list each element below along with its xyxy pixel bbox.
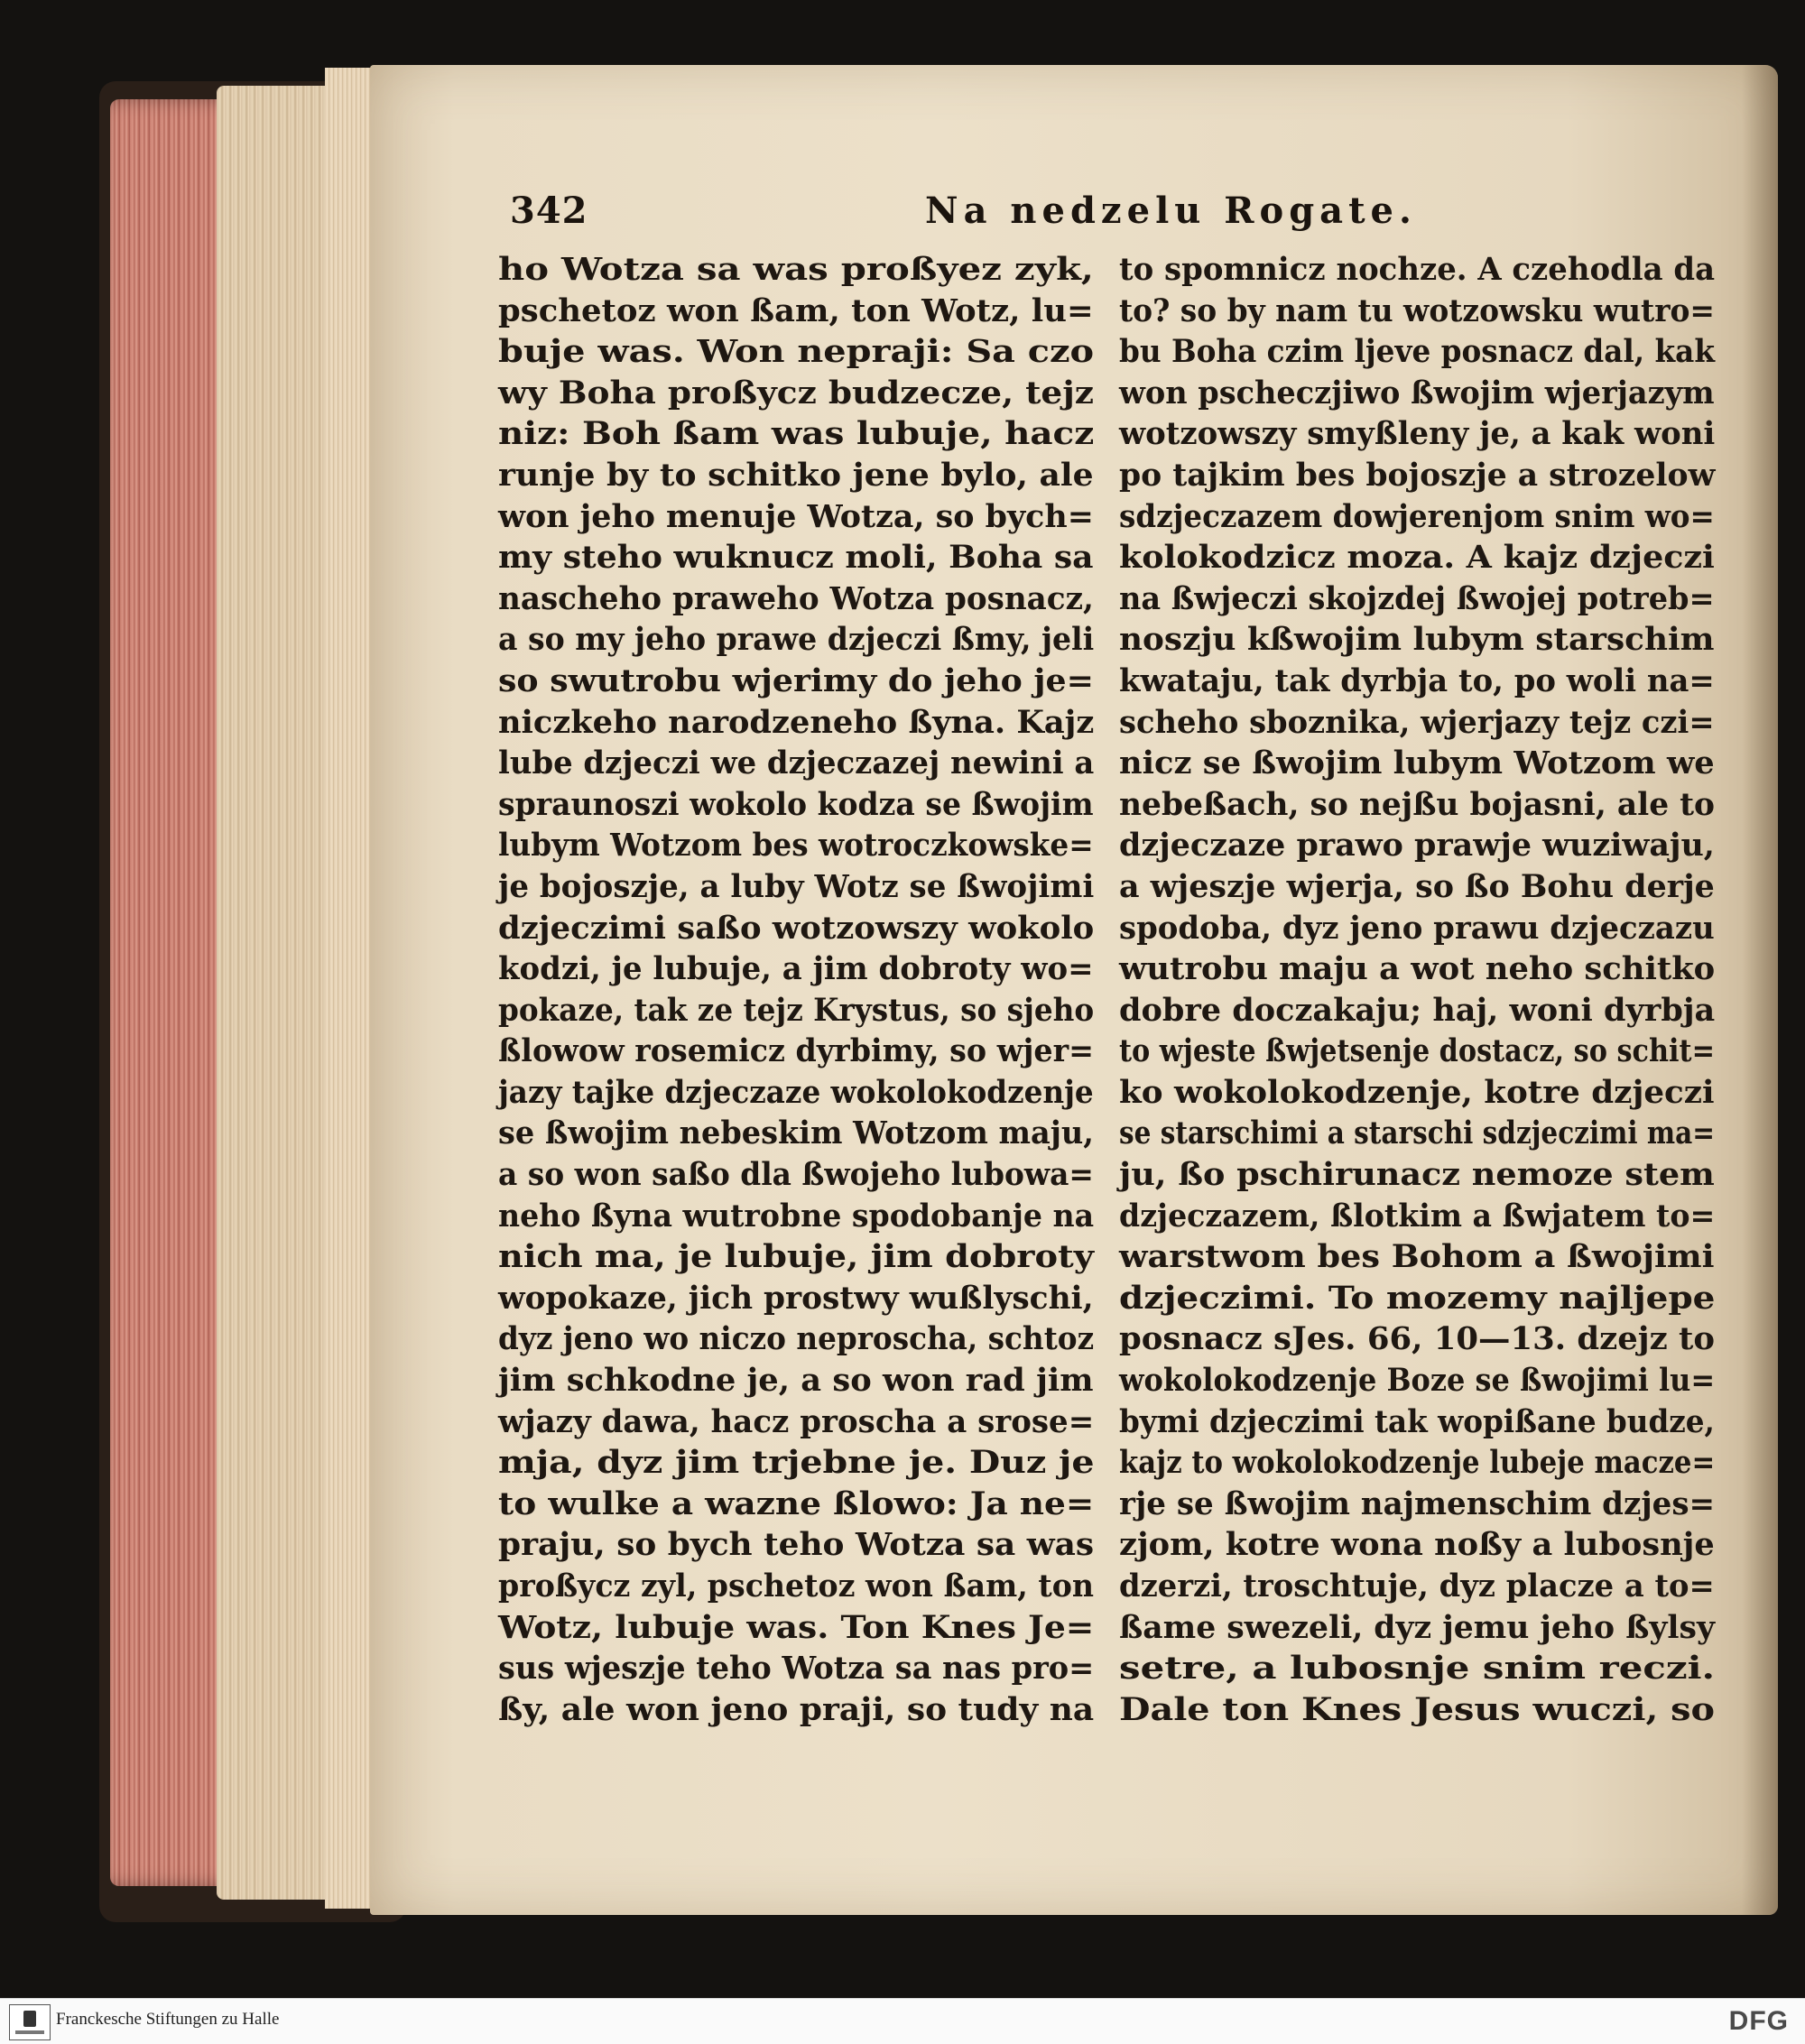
- text-line: runje by to schitko jene bylo, ale: [498, 457, 1094, 494]
- text-line: spraunoszi wokolo kodza se ßwojim: [498, 786, 1094, 823]
- text-line: kwataju, tak dyrbja to, po woli na=: [1119, 662, 1715, 699]
- text-line: ko wokolokodzenje, kotre dzjeczi: [1119, 1074, 1715, 1111]
- text-line: dzjeczaze prawo prawje wuziwaju,: [1119, 828, 1715, 865]
- text-line: zjom, kotre wona noßy a lubosnje: [1119, 1527, 1715, 1564]
- text-line: to spomnicz nochze. A czehodla da: [1119, 252, 1716, 288]
- text-line: se starschimi a starschi sdzjeczimi ma=: [1119, 1115, 1716, 1152]
- text-column-left: [498, 250, 1094, 1731]
- text-line: wutrobu maju a wot neho schitko: [1119, 951, 1716, 988]
- text-line: nascheho praweho Wotza posnacz,: [498, 580, 1094, 617]
- institution-logo-icon: [9, 2004, 51, 2040]
- text-line: ho Wotza sa was proßyez zyk,: [498, 252, 1094, 288]
- text-line: noszju kßwojim lubym starschim: [1119, 622, 1715, 659]
- text-line: Dale ton Knes Jesus wuczi, so: [1119, 1691, 1715, 1728]
- text-line: so swutrobu wjerimy do jeho je=: [498, 662, 1094, 699]
- text-line: rje se ßwojim najmenschim dzjes=: [1119, 1485, 1716, 1522]
- text-line: a so won saßo dla ßwojeho lubowa=: [498, 1157, 1094, 1194]
- text-line: dzjeczimi saßo wotzowszy wokolo: [498, 910, 1095, 947]
- text-line: lube dzjeczi we dzjeczazej newini a: [498, 745, 1095, 782]
- text-line: won pscheczjiwo ßwojim wjerjazym: [1119, 375, 1715, 412]
- text-line: a wjeszje wjerja, so ßo Bohu derje: [1119, 868, 1715, 905]
- text-column-right: [1119, 250, 1715, 1731]
- text-line: pokaze, tak ze tejz Krystus, so sjeho: [498, 992, 1095, 1029]
- text-line: bu Boha czim ljeve posnacz dal, kak: [1119, 334, 1715, 371]
- text-line: niczkeho narodzeneho ßyna. Kajz: [498, 704, 1095, 741]
- text-line: dobre doczakaju; haj, woni dyrbja: [1119, 992, 1716, 1029]
- text-line: kodzi, je lubuje, a jim dobroty wo=: [498, 951, 1094, 988]
- text-line: posnacz sJes. 66, 10—13. dzejz to: [1119, 1321, 1716, 1358]
- book-page: [370, 65, 1778, 1915]
- text-line: se ßwojim nebeskim Wotzom maju,: [498, 1115, 1094, 1152]
- text-line: nich ma, je lubuje, jim dobroty: [498, 1239, 1094, 1276]
- text-line: warstwom bes Bohom a ßwojimi: [1119, 1239, 1715, 1276]
- text-line: won jeho menuje Wotza, so bych=: [498, 498, 1094, 535]
- running-head: Na nedzelu Rogate.: [925, 190, 1417, 232]
- text-line: kolokodzicz moza. A kajz dzjeczi: [1119, 540, 1715, 577]
- text-line: pschetoz won ßam, ton Wotz, lu=: [498, 292, 1094, 329]
- text-line: sus wjeszje teho Wotza sa nas pro=: [498, 1651, 1095, 1688]
- text-line: wokolokodzenje Boze se ßwojimi lu=: [1119, 1363, 1716, 1400]
- text-line: po tajkim bes bojoszje a strozelow: [1119, 457, 1716, 494]
- text-line: buje was. Won nepraji: Sa czo: [498, 334, 1095, 371]
- text-line: praju, so bych teho Wotza sa was: [498, 1527, 1095, 1564]
- text-line: je bojoszje, a luby Wotz se ßwojimi: [498, 868, 1095, 905]
- text-line: to wulke a wazne ßlowo: Ja ne=: [498, 1485, 1095, 1522]
- text-line: mja, dyz jim trjebne je. Duz je: [498, 1445, 1095, 1482]
- page-gutter-shadow: [1742, 65, 1778, 1915]
- text-line: dzerzi, troschtuje, dyz placze a to=: [1119, 1568, 1715, 1605]
- text-line: a so my jeho prawe dzjeczi ßmy, jeli: [498, 622, 1095, 659]
- institution-name: Franckesche Stiftungen zu Halle: [56, 2010, 280, 2029]
- text-line: jazy tajke dzjeczaze wokolokodzenje: [498, 1074, 1094, 1111]
- text-line: spodoba, dyz jeno prawu dzjeczazu: [1119, 910, 1715, 947]
- text-line: ßame swezeli, dyz jemu jeho ßylsy: [1119, 1609, 1716, 1646]
- text-line: neho ßyna wutrobne spodobanje na: [498, 1198, 1095, 1235]
- text-line: nebeßach, so nejßu bojasni, ale to: [1119, 786, 1716, 823]
- text-line: ßlowow rosemicz dyrbimy, so wjer=: [498, 1033, 1095, 1070]
- text-line: nicz se ßwojim lubym Wotzom we: [1119, 745, 1715, 782]
- text-line: wjazy dawa, hacz proscha a srose=: [498, 1403, 1095, 1440]
- text-line: na ßwjeczi skojzdej ßwojej potreb=: [1119, 580, 1715, 617]
- page-number: 342: [510, 190, 588, 232]
- text-line: dzjeczazem, ßlotkim a ßwjatem to=: [1119, 1198, 1716, 1235]
- text-line: wopokaze, jich prostwy wußlyschi,: [498, 1280, 1094, 1317]
- text-line: ßy, ale won jeno praji, so tudy na: [498, 1691, 1095, 1728]
- text-line: to wjeste ßwjetsenje dostacz, so schit=: [1119, 1033, 1715, 1070]
- text-line: my steho wuknucz moli, Boha sa: [498, 540, 1094, 577]
- text-line: kajz to wokolokodzenje lubeje macze=: [1119, 1445, 1716, 1482]
- text-line: lubym Wotzom bes wotroczkowske=: [498, 828, 1094, 865]
- text-line: dzjeczimi. To mozemy najljepe: [1119, 1280, 1716, 1317]
- text-line: dyz jeno wo niczo neproscha, schtoz: [498, 1321, 1095, 1358]
- text-line: Wotz, lubuje was. Ton Knes Je=: [498, 1609, 1095, 1646]
- text-line: jim schkodne je, a so won rad jim: [498, 1363, 1094, 1400]
- dfg-logo: DFG: [1728, 2006, 1789, 2036]
- viewer-footer: [0, 1998, 1805, 2044]
- text-line: ju, ßo pschirunacz nemoze stem: [1119, 1157, 1715, 1194]
- text-line: scheho sboznika, wjerjazy tejz czi=: [1119, 704, 1715, 741]
- text-line: wotzowszy smyßleny je, a kak woni: [1119, 416, 1716, 453]
- text-line: bymi dzjeczimi tak wopißane budze,: [1119, 1403, 1715, 1440]
- text-line: niz: Boh ßam was lubuje, hacz: [498, 416, 1095, 453]
- text-line: wy Boha proßycz budzecze, tejz: [498, 375, 1094, 412]
- page-header: [510, 182, 1692, 245]
- text-line: proßycz zyl, pschetoz won ßam, ton: [498, 1568, 1095, 1605]
- text-line: to? so by nam tu wotzowsku wutro=: [1119, 292, 1715, 329]
- text-line: sdzjeczazem dowjerenjom snim wo=: [1119, 498, 1715, 535]
- text-line: setre, a lubosnje snim reczi.: [1119, 1651, 1716, 1688]
